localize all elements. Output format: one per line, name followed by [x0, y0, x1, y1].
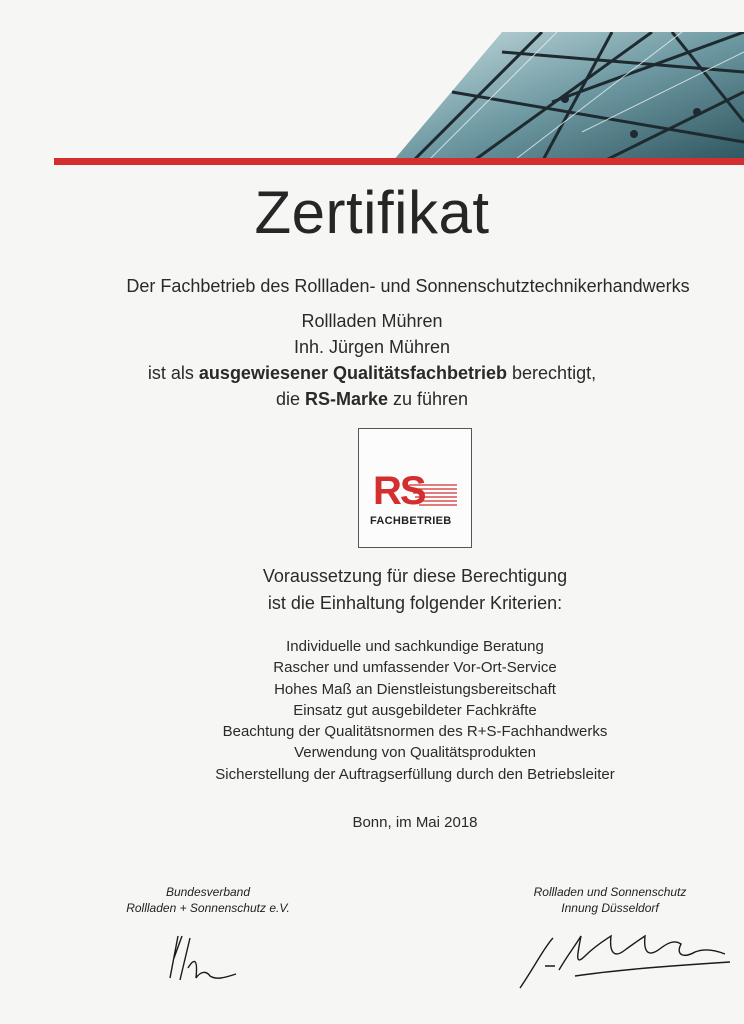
criteria-item: Beachtung der Qualitätsnormen des R+S-Fachhandwerks [222, 723, 608, 741]
signatory-left-line2: Rollladen + Sonnenschutz e.V. [126, 901, 290, 915]
mark-bold: RS-Marke [304, 389, 388, 409]
criteria-item: Hohes Maß an Dienstleistungsbereitschaft [274, 680, 556, 698]
company-name: Rollladen Mühren [301, 311, 443, 331]
criteria-item: Individuelle und sachkundige Beratung [286, 638, 544, 655]
criteria-item: Rascher und umfassender Vor-Ort-Service [273, 659, 557, 677]
logo-subtitle: FACHBETRIEB [370, 515, 452, 527]
signature-right [515, 926, 735, 996]
criteria-item: Verwendung von Qualitätsprodukten [294, 744, 536, 762]
red-divider [54, 158, 744, 165]
entitlement-text [0, 363, 744, 384]
mark-post: zu führen [388, 389, 469, 409]
intro-text: Der Fachbetrieb des Rollladen- und Sonnenschutztechnikerhandwerks [126, 276, 690, 296]
entitlement-bold: ausgewiesener Qualitätsfachbetrieb [198, 363, 508, 383]
signatory-left-line1: Bundesverband [165, 885, 251, 899]
entitlement-pre: ist als [147, 363, 199, 383]
criteria-list [0, 636, 744, 785]
owner-name: Inh. Jürgen Mühren [293, 337, 451, 357]
signatory-left [108, 884, 308, 916]
signatory-right-line2: Innung Düsseldorf [561, 901, 659, 915]
signatory-right-line1: Rollladen und Sonnenschutz [533, 885, 687, 899]
mark-text [0, 389, 744, 410]
requirements-heading-line2: ist die Einhaltung folgender Kriterien: [267, 593, 563, 613]
signature-left [150, 928, 250, 988]
logo-stripes-icon [379, 483, 459, 511]
entitlement-post: berechtigt, [507, 363, 597, 383]
signatory-right [510, 884, 710, 916]
logo-letters: RS [373, 469, 425, 513]
criteria-item: Einsatz gut ausgebildeter Fachkräfte [293, 701, 537, 719]
criteria-item: Sicherstellung der Auftragserfüllung durch den Betriebsleiter [215, 765, 615, 783]
place-date: Bonn, im Mai 2018 [352, 814, 478, 831]
mark-pre: die [275, 389, 305, 409]
header-glass-roof-photo [352, 32, 744, 162]
requirements-heading-line1: Voraussetzung für diese Berechtigung [262, 566, 568, 586]
certificate-title: Zertifikat [254, 179, 490, 246]
rs-fachbetrieb-logo [358, 428, 472, 548]
